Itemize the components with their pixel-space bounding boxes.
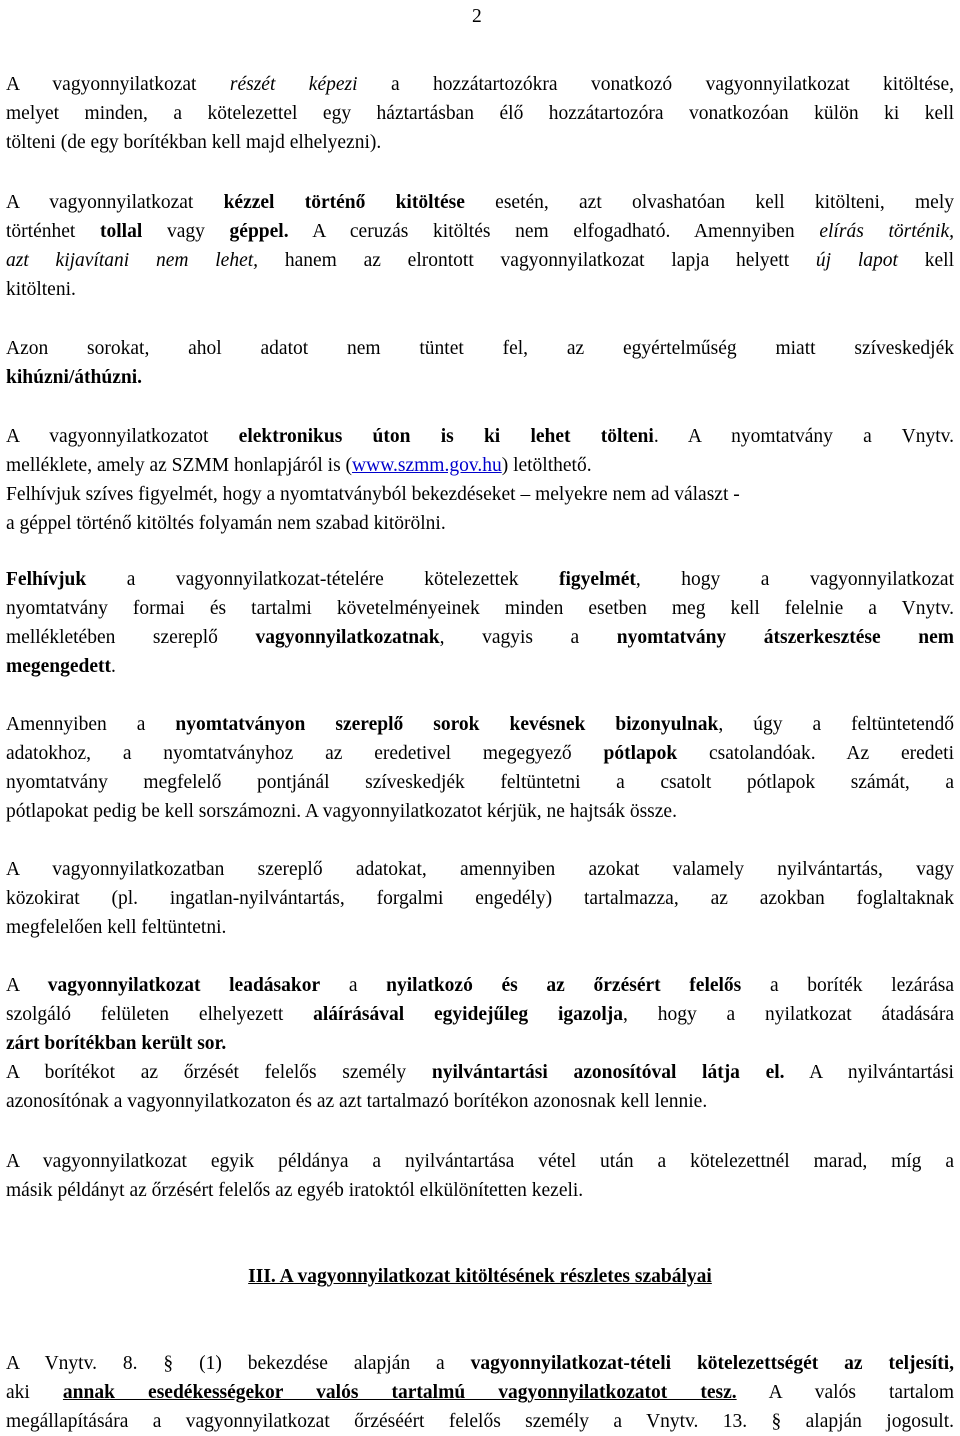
text-run: új lapot	[815, 250, 898, 271]
text-line	[6, 451, 954, 480]
text-line	[6, 797, 954, 826]
text-run: nyilatkozó és az őrzésért felelős	[386, 975, 742, 996]
text-run: A vagyonnyilatkozat egyik példánya a nyilvántartása vétel után a kötelezettnél marad, míg a	[6, 1151, 954, 1172]
text-run: aláírásával egyidejűleg igazolja	[313, 1004, 623, 1025]
section-heading	[0, 1262, 960, 1291]
text-run: csatolandóak. Az eredeti	[677, 743, 954, 764]
text-run: a vagyonnyilatkozat-tételére kötelezettek	[86, 569, 559, 590]
paragraph	[6, 188, 954, 304]
text-line	[6, 422, 954, 451]
paragraph	[6, 710, 954, 826]
text-run: azonosítónak a vagyonnyilatkozaton és az azt tartalmazó borítékon azonosnak kell lennie.	[6, 1091, 708, 1112]
text-run: a boríték lezárása	[741, 975, 954, 996]
text-line	[6, 70, 954, 99]
text-run: a	[320, 975, 387, 996]
text-run: nyomtatvány megfelelő pontjánál szíveskedjék feltüntetni a csatolt pótlapok számát, a	[6, 772, 954, 793]
text-run: melyet minden, a kötelezettel egy háztartásban élő hozzátartozóra vonatkozóan külön ki kell	[6, 103, 954, 124]
text-run: melléklete, amely az SZMM honlapjáról is (	[6, 455, 353, 476]
text-line	[6, 1058, 954, 1087]
text-run: ) letölthető.	[501, 455, 592, 476]
text-run: A vagyonnyilatkozatban szereplő adatokat, amennyiben azokat valamely nyilvántartás, vagy	[6, 859, 954, 880]
text-line	[6, 363, 954, 392]
text-run: A ceruzás kitöltés nem elfogadható. Amennyiben	[288, 221, 820, 242]
text-run: kihúzni/áthúzni.	[6, 367, 143, 388]
text-run: részét képezi	[229, 74, 358, 95]
text-run: . A nyomtatvány a Vnytv.	[653, 426, 954, 447]
text-run: megfelelően kell feltüntetni.	[6, 917, 227, 938]
paragraph	[6, 422, 954, 538]
text-line	[6, 565, 954, 594]
text-run: szolgáló felületen elhelyezett	[6, 1004, 314, 1025]
text-run: A vagyonnyilatkozat	[6, 74, 230, 95]
text-run: pótlapok	[603, 743, 678, 764]
text-run: esetén, azt olvashatóan kell kitölteni, mely	[464, 192, 954, 213]
text-line	[6, 623, 954, 652]
text-run: Felhívjuk szíves figyelmét, hogy a nyomtatványból bekezdéseket – melyekre nem ad választ -	[6, 484, 740, 505]
text-run: kell	[897, 250, 954, 271]
text-line	[6, 1087, 954, 1116]
text-run: figyelmét	[559, 569, 636, 590]
page-number: 2	[472, 6, 482, 27]
text-run: , úgy a feltüntetendő	[718, 714, 954, 735]
text-run: géppel.	[229, 221, 289, 242]
text-run: megállapítására a vagyonnyilatkozat őrzéséért felelős személy a Vnytv. 13. § alapján jogosult.	[6, 1411, 954, 1432]
text-run: tölteni (de egy borítékban kell majd elhelyezni).	[6, 132, 382, 153]
text-run: A borítékot az őrzését felelős személy	[6, 1062, 432, 1083]
text-run: Amennyiben a	[6, 714, 176, 735]
paragraph	[6, 70, 954, 157]
text-run: vagyonnyilatkozat leadásakor	[47, 975, 321, 996]
text-run: nyomtatvány átszerkesztése nem	[616, 627, 954, 648]
text-line	[6, 1349, 954, 1378]
text-line	[6, 739, 954, 768]
text-line	[6, 594, 954, 623]
text-line	[6, 275, 954, 304]
text-run: pótlapokat pedig be kell sorszámozni. A vagyonnyilatkozatot kérjük, ne hajtsák össze.	[6, 801, 677, 822]
text-run: , hogy a vagyonnyilatkozat	[635, 569, 954, 590]
text-run: A valós tartalom	[736, 1382, 954, 1403]
text-line	[6, 855, 954, 884]
text-run: elektronikus úton is ki lehet tölteni	[238, 426, 654, 447]
text-run: megengedett	[6, 656, 112, 677]
paragraph	[6, 1147, 954, 1205]
paragraph	[6, 971, 954, 1116]
text-line	[6, 710, 954, 739]
text-run: A vagyonnyilatkozatot	[6, 426, 239, 447]
text-run: kézzel történő kitöltése	[223, 192, 465, 213]
text-run: hanem az elrontott vagyonnyilatkozat lapja helyett	[258, 250, 816, 271]
text-run: , vagyis a	[439, 627, 617, 648]
text-line	[6, 1176, 954, 1205]
text-line	[6, 1407, 954, 1436]
text-line	[6, 971, 954, 1000]
text-run: zárt borítékban került sor.	[6, 1033, 227, 1054]
text-run: kitölteni.	[6, 279, 76, 300]
text-run: Azon sorokat, ahol adatot nem tüntet fel, az egyértelműség miatt szíveskedjék	[6, 338, 954, 359]
text-run: annak esedékességekor valós tartalmú vagyonnyilatkozatot tesz.	[62, 1382, 737, 1403]
paragraph	[6, 1349, 954, 1436]
text-line	[6, 1000, 954, 1029]
text-run: .	[111, 656, 116, 677]
text-run: tollal	[100, 221, 143, 242]
text-run: nyomtatvány formai és tartalmi követelményeinek minden esetben meg kell felelnie a Vnytv.	[6, 598, 954, 619]
text-run: aki	[6, 1382, 63, 1403]
text-line	[6, 128, 954, 157]
text-line	[6, 217, 954, 246]
text-line	[6, 768, 954, 797]
text-run: adatokhoz, a nyomtatványhoz az eredetivel megegyező	[6, 743, 604, 764]
text-line	[6, 99, 954, 128]
text-run: Felhívjuk	[6, 569, 87, 590]
text-run: a hozzátartozókra vonatkozó vagyonnyilatkozat kitöltése,	[357, 74, 954, 95]
text-run: vagy	[142, 221, 230, 242]
text-run: mellékletében szereplő	[6, 627, 256, 648]
text-run: A Vnytv. 8. § (1) bekezdése alapján a	[6, 1353, 471, 1374]
text-line	[6, 884, 954, 913]
text-line	[6, 480, 954, 509]
text-run: A	[6, 975, 48, 996]
text-run: közokirat (pl. ingatlan-nyilvántartás, forgalmi engedély) tartalmazza, az azokban foglaltaknak	[6, 888, 954, 909]
text-run: A nyilvántartási	[784, 1062, 954, 1083]
text-run: elírás történik,	[819, 221, 954, 242]
text-run: vagyonnyilatkozat-tételi kötelezettségét az teljesíti,	[470, 1353, 954, 1374]
paragraph	[6, 855, 954, 942]
section-heading-text: III. A vagyonnyilatkozat kitöltésének részletes szabályai	[248, 1266, 712, 1287]
text-run: a géppel történő kitöltés folyamán nem szabad kitörölni.	[6, 513, 446, 534]
text-run: vagyonnyilatkozatnak	[255, 627, 440, 648]
text-run: másik példányt az őrzésért felelős az egyéb iratoktól elkülönítetten kezeli.	[6, 1180, 584, 1201]
text-run: történhet	[6, 221, 100, 242]
text-run: nyomtatványon szereplő sorok kevésnek bizonyulnak	[175, 714, 719, 735]
text-line	[6, 509, 954, 538]
text-line	[6, 1029, 954, 1058]
text-line	[6, 1147, 954, 1176]
text-run: A vagyonnyilatkozat	[6, 192, 224, 213]
text-line	[6, 188, 954, 217]
paragraph	[6, 565, 954, 681]
text-run: , hogy a nyilatkozat átadására	[623, 1004, 954, 1025]
text-line	[6, 913, 954, 942]
text-run: azt kijavítani nem lehet,	[6, 250, 259, 271]
text-line	[6, 1378, 954, 1407]
text-run: nyilvántartási azonosítóval látja el.	[431, 1062, 785, 1083]
text-line	[6, 652, 954, 681]
text-line	[6, 334, 954, 363]
paragraph	[6, 334, 954, 392]
website-link[interactable]: www.szmm.gov.hu	[352, 455, 502, 476]
text-line	[6, 246, 954, 275]
